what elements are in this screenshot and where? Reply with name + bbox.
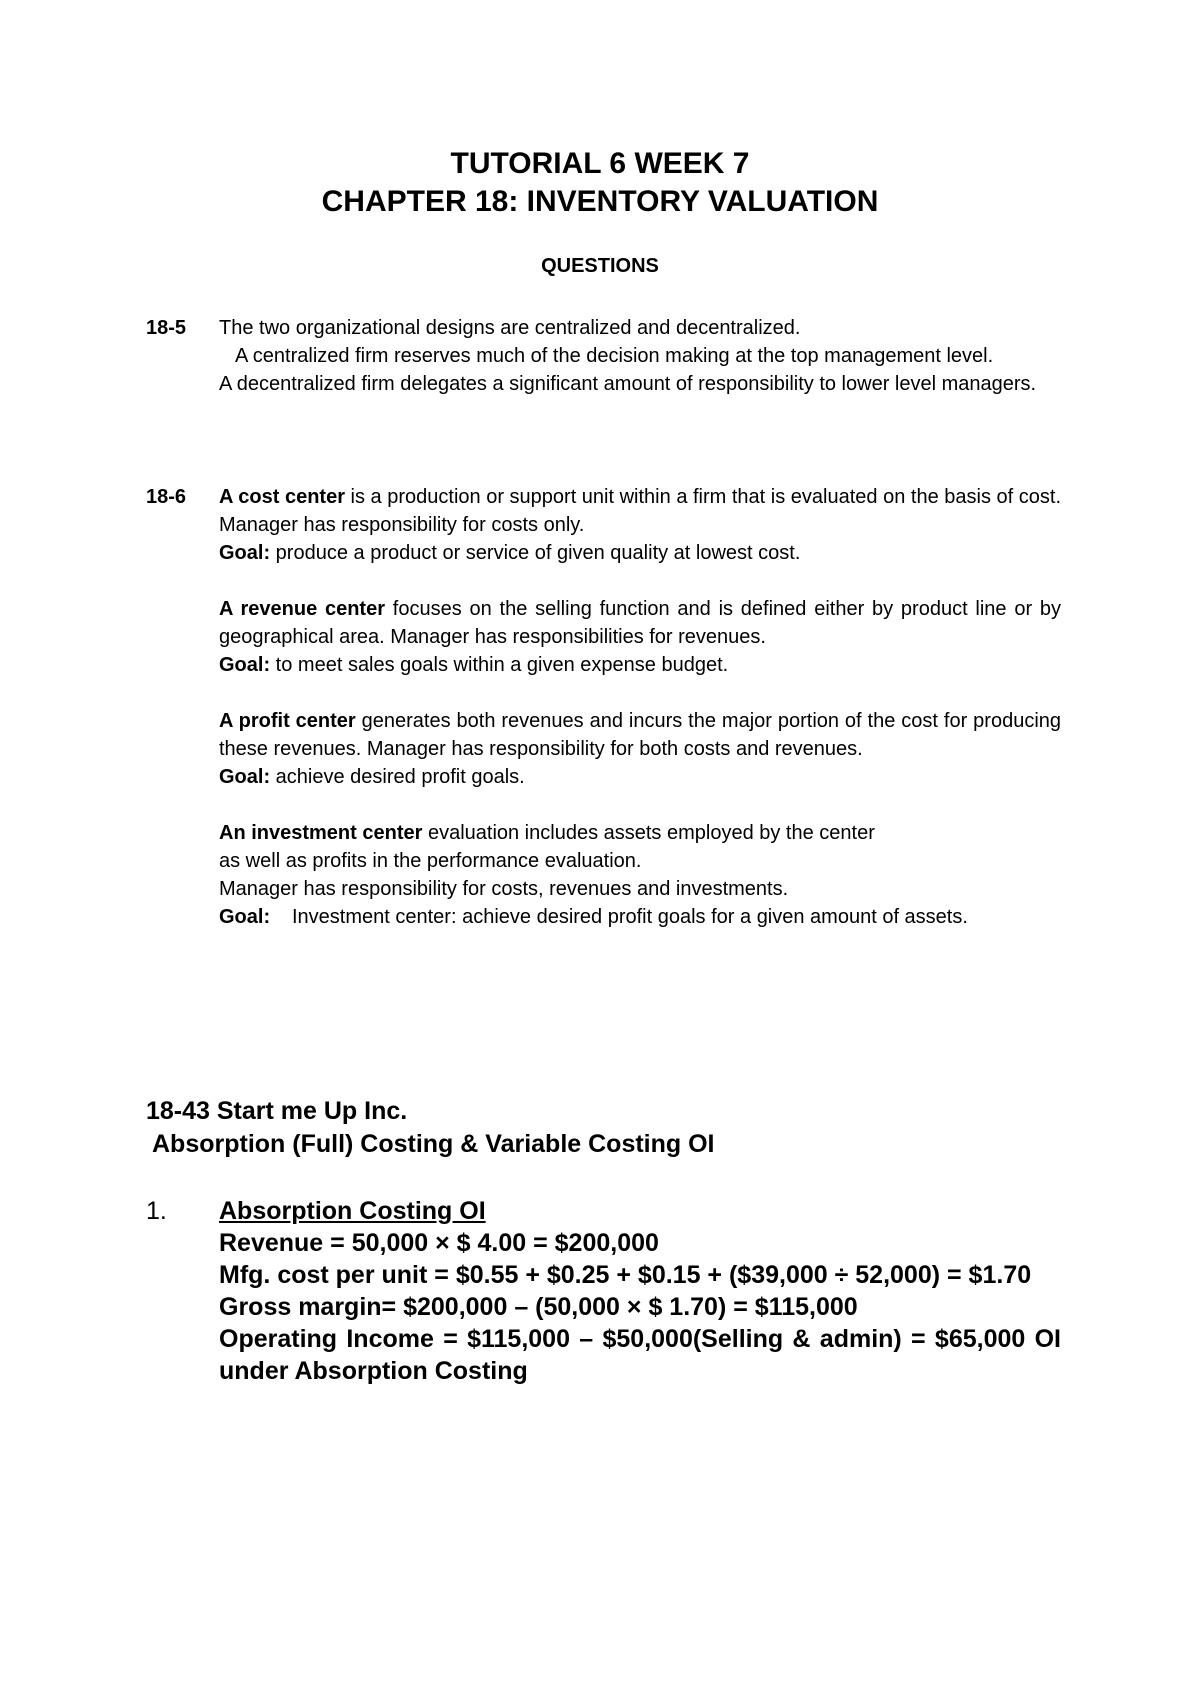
answer-intro: The two organizational designs are centralized and decentralized. xyxy=(219,317,801,339)
goal-label: Goal: xyxy=(219,542,271,564)
investment-center-goal xyxy=(219,903,1061,931)
decentralized-definition: A decentralized firm delegates a significant amount of responsibility to lower level managers. xyxy=(219,373,1037,395)
investment-center-text-2: as well as profits in the performance evaluation. xyxy=(219,850,642,872)
mfg-cost-line: Mfg. cost per unit = $0.55 + $0.25 + $0.15 + ($39,000 ÷ 52,000) = $1.70 xyxy=(219,1261,1032,1289)
revenue-center-goal xyxy=(219,651,1061,679)
profit-center-goal xyxy=(219,763,1061,791)
item-title: Absorption Costing OI xyxy=(219,1197,486,1225)
question-number-18-6: 18-6 xyxy=(146,486,187,508)
cost-center-goal xyxy=(219,539,1061,567)
revenue-center-term: A revenue center xyxy=(219,598,386,620)
revenue-line: Revenue = 50,000 × $ 4.00 = $200,000 xyxy=(219,1229,659,1257)
cost-center-term: A cost center xyxy=(219,486,345,508)
investment-center-term: An investment center xyxy=(219,822,423,844)
investment-center-text: evaluation includes assets employed by the center xyxy=(422,822,875,844)
goal-text: Investment center: achieve desired profit goals for a given amount of assets. xyxy=(292,906,968,928)
goal-text: produce a product or service of given quality at lowest cost. xyxy=(270,542,801,564)
question-number-18-5: 18-5 xyxy=(146,317,187,339)
centralized-definition: A centralized firm reserves much of the decision making at the top management level. xyxy=(235,345,994,367)
goal-label: Goal: xyxy=(219,906,271,928)
section-heading: QUESTIONS xyxy=(541,255,659,277)
profit-center-definition xyxy=(219,707,1061,763)
chapter-title: CHAPTER 18: INVENTORY VALUATION xyxy=(321,185,879,218)
goal-label: Goal: xyxy=(219,766,271,788)
revenue-center-text: focuses on the selling function and is defined either by product line or by geographical area. Manager has responsibilities for revenues. xyxy=(219,598,1062,648)
operating-income-line: Operating Income = $115,000 – $50,000(Selling & admin) = $65,000 OI under Absorption Costing xyxy=(219,1325,1061,1385)
revenue-center-definition xyxy=(219,595,1061,651)
goal-label: Goal: xyxy=(219,654,271,676)
goal-text: achieve desired profit goals. xyxy=(270,766,525,788)
investment-center-text-3: Manager has responsibility for costs, revenues and investments. xyxy=(219,878,789,900)
question-18-6-answer xyxy=(219,483,1061,931)
problem-subheading: Absorption (Full) Costing & Variable Costing OI xyxy=(152,1130,715,1158)
investment-center-definition xyxy=(219,819,1061,847)
cost-center-text: is a production or support unit within a firm that is evaluated on the basis of cost. Manager has responsibility for costs only. xyxy=(219,486,1062,536)
item-number: 1. xyxy=(146,1197,167,1225)
profit-center-term: A profit center xyxy=(219,710,356,732)
cost-center-definition xyxy=(219,483,1061,539)
question-18-5-answer xyxy=(219,314,1061,398)
absorption-costing-calculation xyxy=(219,1195,1061,1387)
gross-margin-line: Gross margin= $200,000 – (50,000 × $ 1.70) = $115,000 xyxy=(219,1293,858,1321)
document-title: TUTORIAL 6 WEEK 7 xyxy=(450,147,750,180)
profit-center-text: generates both revenues and incurs the major portion of the cost for producing these revenues. Manager has responsibility for both costs and revenues. xyxy=(219,710,1062,760)
goal-text: to meet sales goals within a given expense budget. xyxy=(270,654,729,676)
problem-heading: 18-43 Start me Up Inc. xyxy=(146,1097,408,1125)
